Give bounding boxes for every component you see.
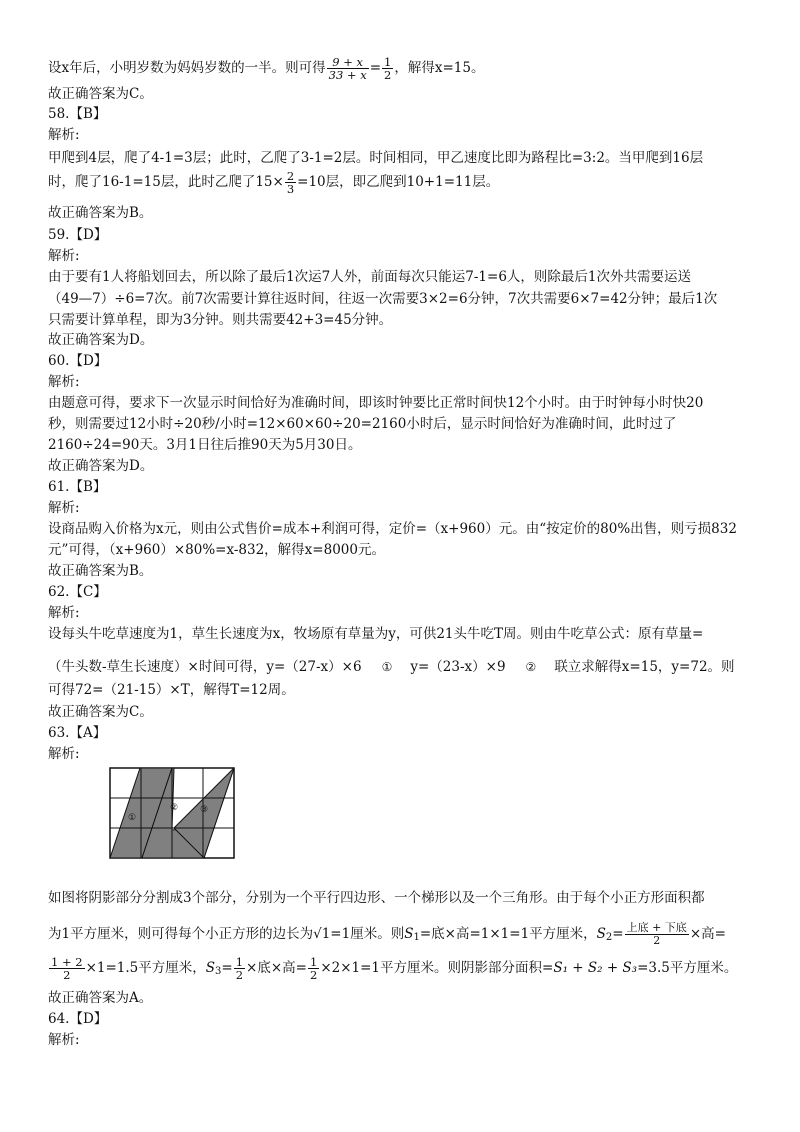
sqrt: √1: [313, 926, 331, 942]
q62-line2: （牛头数-草生长速度）×时间可得，y=（27-x）×6 ① y=（23-x）×9 ② 联立求解得x=15，y=72。则: [48, 659, 735, 675]
figure-label-1: ①: [128, 813, 137, 823]
figure-label-3: ③: [200, 805, 209, 815]
q61-heading: 61.【B】: [48, 479, 107, 495]
q59-heading: 59.【D】: [48, 227, 108, 243]
q60-heading: 60.【D】: [48, 353, 108, 369]
q62-line1: 设每头牛吃草速度为1，草生长速度为x，牧场原有草量为y，可供21头牛吃T周。则由牛吃草公式：原有草量=: [48, 626, 704, 642]
q60-answer: 故正确答案为D。: [48, 458, 154, 474]
equation-mark-1: ①: [381, 660, 393, 674]
q59-answer: 故正确答案为D。: [48, 332, 154, 348]
q63-answer: 故正确答案为A。: [48, 990, 153, 1006]
fraction-half: $\frac{1}{2}$: [235, 955, 244, 982]
q58-label: 解析:: [48, 127, 80, 143]
q64-heading: 64.【D】: [48, 1011, 108, 1027]
q60-label: 解析:: [48, 374, 80, 390]
equation-mark-2: ②: [525, 660, 537, 674]
q61-line1: 设商品购入价格为x元，则由公式售价=成本+利润可得，定价=（x+960）元。由“按定价的80%出售，则亏损832: [48, 521, 737, 537]
q62-answer: 故正确答案为C。: [48, 704, 153, 720]
q61-answer: 故正确答案为B。: [48, 563, 153, 579]
q58-answer: 故正确答案为B。: [48, 205, 153, 221]
q59-line2: （49—7）÷6=7次。前7次需要计算往返时间，往返一次需要3×2=6分钟，7次共需要6×7=42分钟；最后1次: [48, 291, 718, 307]
q57-line1: 设x年后，小明岁数为妈妈岁数的一半。则可得 $\frac{9 + x}{33 + x}$ = $\frac{1}{2}$ ，解得x=15。: [48, 55, 485, 82]
fraction: $\frac{2}{3}$: [286, 169, 295, 196]
figure-label-2: ②: [170, 803, 179, 813]
q62-line3: 可得72=（21-15）×T，解得T=12周。: [48, 682, 295, 698]
area-sum: S₁ + S₂ + S₃: [553, 960, 638, 976]
q58-heading: 58.【B】: [48, 106, 107, 122]
fraction-trapezoid: $\frac{\text{上底 + 下底}}{2}$: [626, 921, 687, 947]
q60-line2: 秒，则需要过12小时÷20秒/小时=12×60×60÷20=2160小时后，显示时间恰好为准确时间，此时过了: [48, 416, 677, 432]
fraction: $\frac{9 + x}{33 + x}$: [328, 55, 367, 82]
q63-line2: 为1平方厘米，则可得每个小正方形的边长为√1=1厘米。则$S_1=$底×高=1×1=1平方厘米，$S_2=$ $\frac{\text{上底 + 下底}}{2}$ ×高=: [48, 921, 726, 947]
q64-label: 解析:: [48, 1032, 80, 1048]
q59-line3: 只需要计算单程，即为3分钟。则共需要42+3=45分钟。: [48, 312, 393, 328]
q58-line1: 甲爬到4层，爬了4-1=3层；此时，乙爬了3-1=2层。时间相同，甲乙速度比即为路程比=3:2。当甲爬到16层: [48, 150, 704, 166]
fraction-half: $\frac{1}{2}$: [384, 55, 392, 82]
q57-answer: 故正确答案为C。: [48, 86, 153, 102]
q63-line1: 如图将阴影部分分割成3个部分，分别为一个平行四边形、一个梯形以及一个三角形。由于每个小正方形面积都: [48, 890, 705, 906]
q63-label: 解析:: [48, 746, 80, 762]
fraction-half-2: $\frac{1}{2}$: [309, 955, 318, 982]
fraction: $\frac{1 + 2}{2}$: [51, 955, 83, 982]
q60-line1: 由题意可得，要求下一次显示时间恰好为准确时间，即该时钟要比正常时间快12个小时。由于时钟每小时快20: [48, 395, 704, 411]
q59-line1: 由于要有1人将船划回去，所以除了最后1次运7人外，前面每次只能运7-1=6人，则除最后1次外共需要运送: [48, 269, 691, 285]
q62-label: 解析:: [48, 605, 80, 621]
text: 设x年后，小明岁数为妈妈岁数的一半。则可得: [48, 60, 326, 76]
q62-heading: 62.【C】: [48, 584, 107, 600]
q60-line3: 2160÷24=90天。3月1日往后推90天为5月30日。: [48, 437, 362, 453]
q59-label: 解析:: [48, 248, 80, 264]
q61-label: 解析:: [48, 500, 80, 516]
q58-line2: 时，爬了16-1=15层，此时乙爬了15× $\frac{2}{3}$ =10层，即乙爬到10+1=11层。: [48, 169, 500, 196]
q61-line2: 元”可得，（x+960）×80%=x-832，解得x=8000元。: [48, 542, 385, 558]
q63-line3: $\frac{1 + 2}{2}$ ×1=1.5平方厘米，$S_3=$ $\frac{1}{2}$ ×底×高= $\frac{1}{2}$ ×2×1=1平方厘米。则阴影部分面积=S₁ + S₂ + S₃=3.5平方厘米。: [51, 955, 738, 982]
q63-heading: 63.【A】: [48, 725, 107, 741]
shaded-grid-figure: [108, 766, 238, 862]
